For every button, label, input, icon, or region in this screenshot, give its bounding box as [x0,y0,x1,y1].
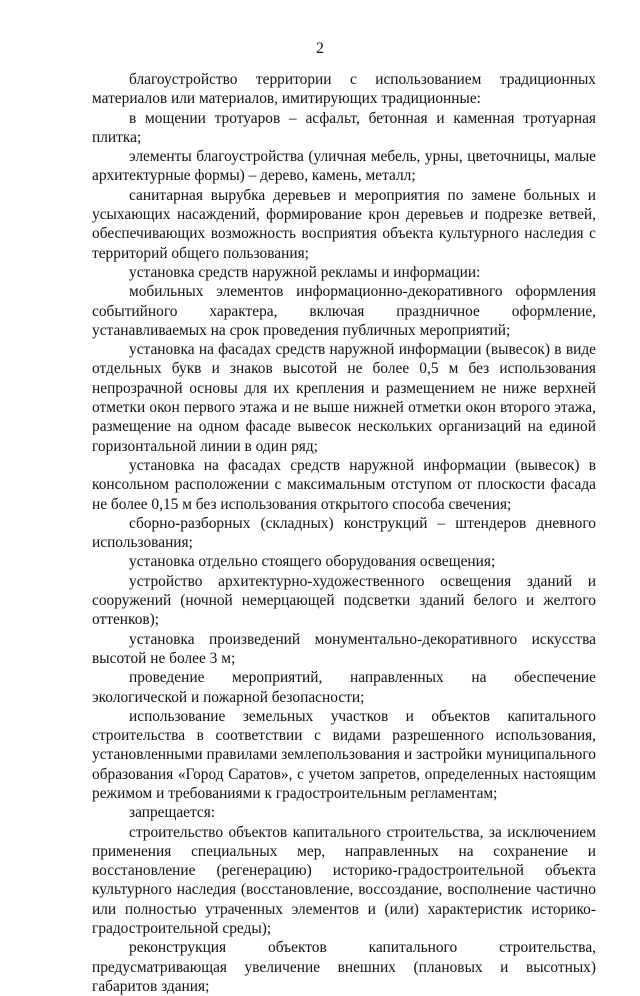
paragraph: проведение мероприятий, направленных на обеспечение экологической и пожарной безопасности; [92,669,596,706]
paragraph: строительство объектов капитального строительства, за исключением применения специальных мер, направленных на сохранение и восстановление (регенерацию) историко-градостроительной объекта культурного наследия (восстановление, воссоздание, восполнение частично или полностью утраченных элементов и (или) характеристик историко-градостроительной среды); [92,823,596,938]
paragraph: запрещается: [129,804,216,822]
paragraph: установка средств наружной рекламы и информации: [129,263,481,281]
page-number: 2 [316,40,324,57]
paragraph: благоустройство территории с использованием традиционных материалов или материалов, имитирующих традиционные: [92,71,596,108]
paragraph: санитарная вырубка деревьев и мероприятия по замене больных и усыхающих насаждений, формирование крон деревьев и подрезке ветвей, обеспечивающих возможность восприятия объекта культурного наследия с территорий общего пользования; [92,186,596,262]
paragraph: установка на фасадах средств наружной информации (вывесок) в виде отдельных букв и знаков высотой не более 0,5 м без использования непрозрачной основы для их крепления и размещением не ниже верхней отметки окон первого этажа и не выше нижней отметки окон второго этажа, размещение на одном фасаде вывесок нескольких организаций на единой горизонтальной линии в один ряд; [92,341,596,455]
paragraph: элементы благоустройства (уличная мебель, урны, цветочницы, малые архитектурные формы) – дерево, камень, металл; [92,148,596,185]
paragraph: устройство архитектурно-художественного освещения зданий и сооружений (ночной немерцающей подсветки зданий белого и желтого оттенков); [92,572,596,629]
paragraph: установка на фасадах средств наружной информации (вывесок) в консольном расположении с максимальным отступом от плоскости фасада не более 0,15 м без использования открытого способа свечения; [92,456,596,513]
paragraph: в мощении тротуаров – асфальт, бетонная и каменная тротуарная плитка; [92,109,596,146]
paragraph: реконструкция объектов капитального строительства, предусматривающая увеличение внешних (плановых и высотных) габаритов здания; [92,939,596,995]
paragraph: использование земельных участков и объектов капитального строительства в соответствии с видами разрешенного использования, установленными правилами землепользования и застройки муниципального образования «Город Саратов», с учетом запретов, определенных настоящим режимом и требованиями к градостроительным регламентам; [92,707,596,802]
paragraph: установка отдельно стоящего оборудования освещения; [129,553,496,571]
paragraph: сборно-разборных (складных) конструкций – штендеров дневного использования; [92,514,596,552]
paragraph: мобильных элементов информационно-декоративного оформления событийного характера, включая праздничное оформление, устанавливаемых на срок проведения публичных мероприятий; [92,283,596,339]
document-body [92,70,596,996]
paragraph: установка произведений монументально-декоративного искусства высотой не более 3 м; [92,630,596,667]
